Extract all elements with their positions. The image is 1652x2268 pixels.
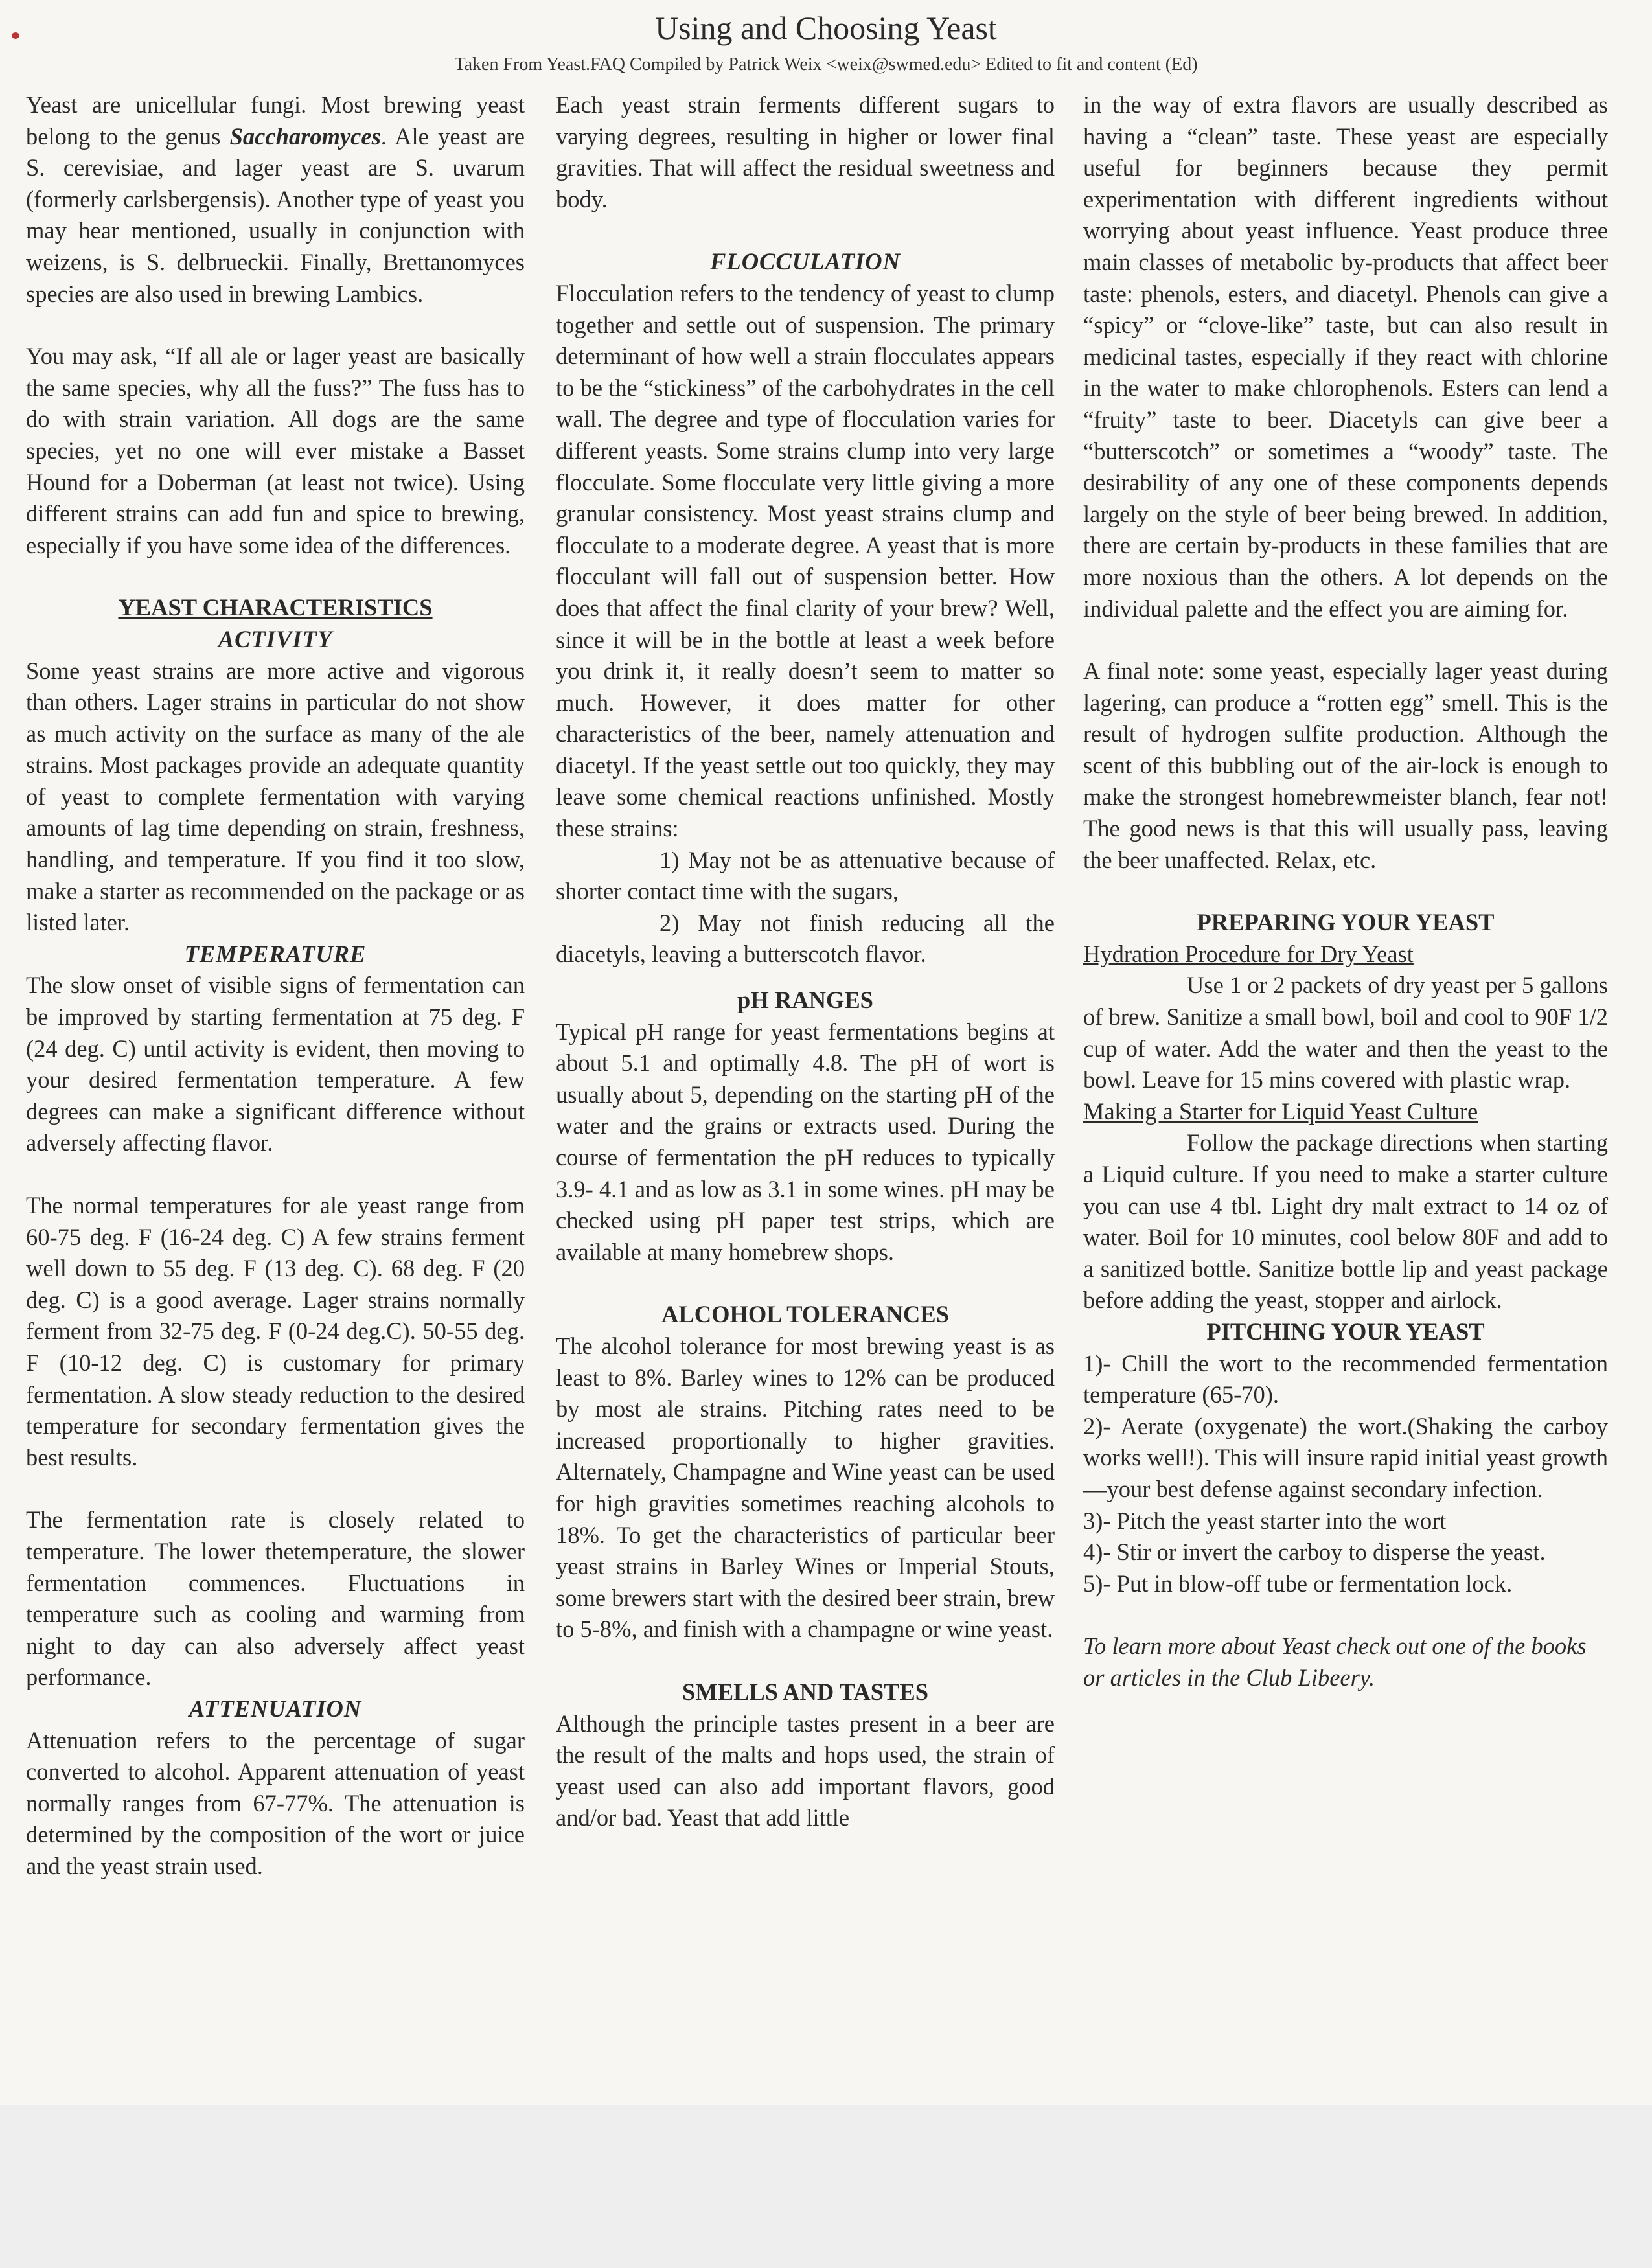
pitching-step: 2)- Aerate (oxygenate) the wort.(Shaking the carboy works well!). This will insure rapid initial yeast growth—your best defense against secondary infection. (1083, 1412, 1608, 1502)
activity-heading: ACTIVITY (218, 625, 333, 652)
smells-tastes-text: Although the principle tastes present in a beer are the result of the malts and hops used, the strain of yeast used can also add important flavors, good and/or bad. Yeast that add little (556, 1710, 1055, 1831)
pitching-step: 5)- Put in blow-off tube or fermentation lock. (1083, 1570, 1513, 1597)
starter-subheading: Making a Starter for Liquid Yeast Culture (1083, 1097, 1478, 1125)
closing-note: To learn more about Yeast check out one of the books or articles in the Club Libeery. (1083, 1632, 1587, 1691)
alcohol-tolerances-heading: ALCOHOL TOLERANCES (661, 1301, 949, 1328)
flocculation-heading: FLOCCULATION (710, 248, 901, 275)
column-2 (556, 89, 1055, 1834)
ink-speck (12, 32, 19, 39)
activity-text: Some yeast strains are more active and vigorous than others. Lager strains in particular do not show as much activity on the surface as many of the ale strains. Most packages provide an adequate quantity of yeast to complete fermentation with varying amounts of lag time depending on strain, freshness, handling, and temperature. If you find it too slow, make a starter as recommended on the package or as listed later. (26, 657, 525, 936)
genus-name: Saccharomyces (229, 122, 381, 150)
column-3 (1083, 89, 1608, 1694)
hydration-subheading: Hydration Procedure for Dry Yeast (1083, 940, 1414, 967)
ph-ranges-heading: pH RANGES (737, 987, 873, 1014)
flocculation-item-1: 1) May not be as attenuative because of shorter contact time with the sugars, (556, 846, 1055, 905)
pitching-step: 1)- Chill the wort to the recommended fermentation temperature (65-70). (1083, 1349, 1608, 1408)
ph-ranges-text: Typical pH range for yeast fermentations begins at about 5.1 and optimally 4.8. The pH of wort is usually about 5, depending on the starting pH of the water and the grains or extracts used. During the course of fermentation the pH reduces to typically 3.9- 4.1 and as low as 3.1 in some wines. pH may be checked using pH paper test strips, which are available at many homebrew shops. (556, 1018, 1055, 1265)
temperature-paragraph-2: The normal temperatures for ale yeast range from 60-75 deg. F (16-24 deg. C) A few strains ferment well down to 55 deg. F (13 deg. C). 68 deg. F (20 deg. C) is a good average. Lager strains normally ferment from 32-75 deg. F (0-24 deg.C). 50-55 deg. F (10-12 deg. C) is customary for primary fermentation. A slow steady reduction to the desired temperature for secondary fermentation gives the best results. (26, 1192, 525, 1471)
pitching-steps-list (1083, 1348, 1608, 1600)
attenuation-heading: ATTENUATION (189, 1695, 362, 1722)
smells-tastes-heading: SMELLS AND TASTES (682, 1678, 929, 1705)
intro-paragraph-2: You may ask, “If all ale or lager yeast are basically the same species, why all the fuss?” The fuss has to do with strain variation. All dogs are the same species, yet no one will ever mistake a Basset Hound for a Doberman (at least not twice). Using different strains can add fun and spice to brewing, especially if you have some idea of the differences. (26, 343, 525, 558)
starter-text: Follow the package directions when starting a Liquid culture. If you need to make a starter culture you can use 4 tbl. Light dry malt extract to 14 oz of water. Boil for 10 minutes, cool below 80F and add to a sanitized bottle. Sanitize bottle lip and yeast package before adding the yeast, stopper and airlock. (1083, 1129, 1608, 1314)
alcohol-tolerances-text: The alcohol tolerance for most brewing yeast is as least to 8%. Barley wines to 12% can be produced by most ale strains. Pitching rates need to be increased proportionally to higher gravities. Alternately, Champagne and Wine yeast can be used for high gravities sometimes reaching alcohols to 18%. To get the characteristics of particular beer yeast strains in Barley Wines or Imperial Stouts, some brewers start with the desired beer strain, brew to 5-8%, and finish with a champagne or wine yeast. (556, 1332, 1055, 1643)
attenuation-text: Attenuation refers to the percentage of sugar converted to alcohol. Apparent attenuation of yeast normally ranges from 67-77%. The attenuation is determined by the composition of the wort or juice and the yeast strain used. (26, 1726, 525, 1879)
yeast-characteristics-heading: YEAST CHARACTERISTICS (118, 594, 433, 621)
column-1 (26, 89, 525, 1882)
pitching-step: 4)- Stir or invert the carboy to disperse the yeast. (1083, 1539, 1546, 1566)
preparing-yeast-heading: PREPARING YOUR YEAST (1197, 909, 1495, 936)
scan-bottom-margin (0, 2105, 1652, 2268)
flocculation-text: Flocculation refers to the tendency of yeast to clump together and settle out of suspension. The primary determinant of how well a strain flocculates appears to be the “stickiness” of the carbohydrates in the cell wall. The degree and type of flocculation varies for different yeasts. Some strains clump into very large flocculate. Some flocculate very little giving a more granular consistency. Most yeast strains clump and flocculate to a moderate degree. A yeast that is more flocculant will fall out of suspension better. How does that affect the final clarity of your brew? Well, since it will be in the bottle at least a week before you drink it, it really doesn’t seem to matter so much. However, it does matter for other characteristics of the beer, namely attenuation and diacetyl. If the yeast settle out too quickly, they may leave some chemical reactions unfinished. Mostly these strains: (556, 279, 1055, 842)
residual-sweetness-text: Each yeast strain ferments different sugars to varying degrees, resulting in higher or lower final gravities. That will affect the residual sweetness and body. (556, 91, 1055, 212)
article-title: Using and Choosing Yeast (655, 10, 997, 46)
flocculation-item-2: 2) May not finish reducing all the diacetyls, leaving a butterscotch flavor. (556, 909, 1055, 968)
hydration-text: Use 1 or 2 packets of dry yeast per 5 gallons of brew. Sanitize a small bowl, boil and cool to 90F 1/2 cup of water. Add the water and then the yeast to the bowl. Leave for 15 mins covered with plastic wrap. (1083, 972, 1608, 1094)
intro-paragraph-1: Yeast are unicellular fungi. Most brewing yeast belong to the genus Saccharomyces. Ale yeast are S. cerevisiae, and lager yeast are S. uvarum (formerly carlsbergensis). Another type of yeast you may hear mentioned, usually in conjunction with weizens, is S. delbrueckii. Finally, Brettanomyces species are also used in brewing Lambics. (26, 91, 525, 307)
pitching-yeast-heading: PITCHING YOUR YEAST (1206, 1318, 1485, 1345)
article-byline: Taken From Yeast.FAQ Compiled by Patrick Weix <weix@swmed.edu> Edited to fit and content (Ed) (454, 54, 1198, 74)
final-note-text: A final note: some yeast, especially lager yeast during lagering, can produce a “rotten egg” smell. This is the result of hydrogen sulfite production. Although the scent of this bubbling out of the air-lock is enough to make the strongest homebrewmeister blanch, fear not! The good news is that this will usually pass, leaving the beer unaffected. Relax, etc. (1083, 658, 1608, 873)
temperature-paragraph-1: The slow onset of visible signs of fermentation can be improved by starting fermentation at 75 deg. F (24 deg. C) until activity is evident, then moving to your desired fermentation temperature. A few degrees can make a significant difference without adversely affecting flavor. (26, 972, 525, 1156)
temperature-paragraph-3: The fermentation rate is closely related to temperature. The lower thetemperature, the slower fermentation commences. Fluctuations in temperature such as cooling and warming from night to day can also adversely affect yeast performance. (26, 1506, 525, 1691)
temperature-heading: TEMPERATURE (184, 940, 367, 967)
clean-taste-text: in the way of extra flavors are usually described as having a “clean” taste. These yeast are especially useful for beginners because they permit experimentation with different ingredients without worrying about yeast influence. Yeast produce three main classes of metabolic by-products that affect beer taste: phenols, esters, and diacetyl. Phenols can give a “spicy” or “clove-like” taste, but can also result in medicinal tastes, especially if they react with chlorine in the water to make chlorophenols. Esters can lend a “fruity” taste to beer. Diacetyls can give beer a “butterscotch” or sometimes a “woody” taste. The desirability of any one of these components depends largely on the style of beer being brewed. In addition, there are certain by-products in these families that are more noxious than the others. A lot depends on the individual palette and the effect you are aiming for. (1083, 91, 1608, 622)
pitching-step: 3)- Pitch the yeast starter into the wort (1083, 1507, 1447, 1534)
